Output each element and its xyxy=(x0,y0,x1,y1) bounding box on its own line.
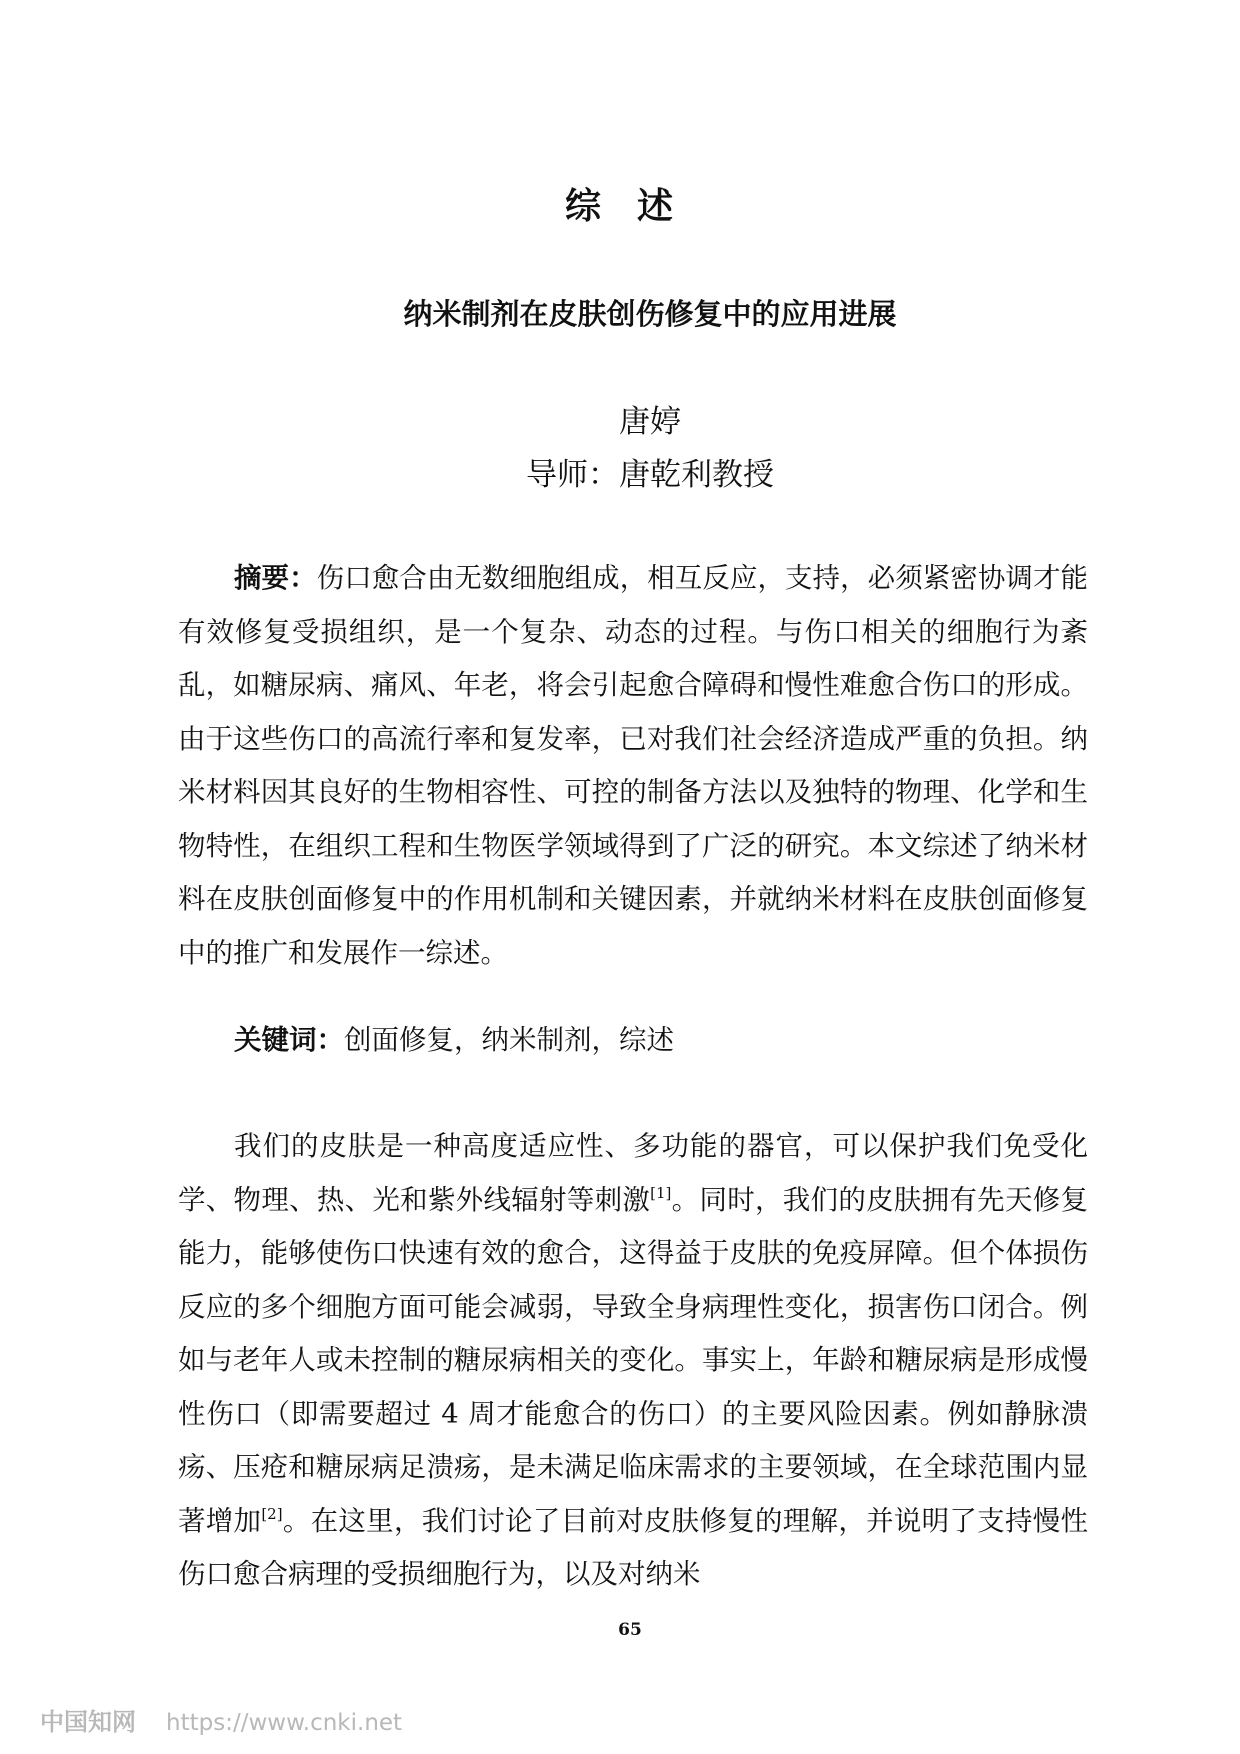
keywords-text: 创面修复，纳米制剂，综述 xyxy=(344,1024,674,1056)
abstract-paragraph xyxy=(178,552,1088,980)
keywords-line xyxy=(178,1014,1088,1068)
section-heading-char: 述 xyxy=(637,186,676,227)
paper-title: 纳米制剂在皮肤创伤修复中的应用进展 xyxy=(403,297,897,331)
abstract-label: 摘要： xyxy=(234,562,317,594)
section-heading xyxy=(0,178,1240,229)
body-text-segment: 。在这里，我们讨论了目前对皮肤修复的理解，并说明了支持慢性伤口愈合病理的受损细胞行为，以及对纳米 xyxy=(178,1504,1089,1590)
keywords-label: 关键词： xyxy=(234,1024,344,1056)
advisor-line: 导师：唐乾利教授 xyxy=(526,457,774,493)
citation-ref[interactable]: [1] xyxy=(650,1183,672,1202)
watermark-logo-text: 中国知网 xyxy=(40,1708,136,1736)
cnki-watermark xyxy=(40,1702,402,1737)
page-number: 65 xyxy=(618,1620,642,1640)
citation-ref[interactable]: [2] xyxy=(261,1504,283,1523)
body-text-segment: 我们的皮肤是一种高度适应性、多功能的器官，可以保护我们免受化学、物理、热、光和紫外线辐射等刺激 xyxy=(178,1130,1088,1216)
watermark-url: https://www.cnki.net xyxy=(166,1710,403,1736)
abstract-text: 伤口愈合由无数细胞组成，相互反应，支持，必须紧密协调才能有效修复受损组织，是一个复杂、动态的过程。与伤口相关的细胞行为紊乱，如糖尿病、痛风、年老，将会引起愈合障碍和慢性难愈合伤口的形成。由于这些伤口的高流行率和复发率，已对我们社会经济造成严重的负担。纳米材料因其良好的生物相容性、可控的制备方法以及独特的物理、化学和生物特性，在组织工程和生物医学领域得到了广泛的研究。本文综述了纳米材料在皮肤创面修复中的作用机制和关键因素，并就纳米材料在皮肤创面修复中的推广和发展作一综述。 xyxy=(178,562,1089,969)
body-text-segment: 。同时，我们的皮肤拥有先天修复能力，能够使伤口快速有效的愈合，这得益于皮肤的免疫屏障。但个体损伤反应的多个细胞方面可能会减弱，导致全身病理性变化，损害伤口闭合。例如与老年人或未控制的糖尿病相关的变化。事实上，年龄和糖尿病是形成慢性伤口（即需要超过 4 周才能愈合的伤口）的主要风险因素。例如静脉溃疡、压疮和糖尿病足溃疡，是未满足临床需求的主要领域，在全球范围内显著增加 xyxy=(178,1183,1089,1537)
author-name: 唐婷 xyxy=(619,404,681,440)
section-heading-char: 综 xyxy=(564,186,603,227)
body-paragraph xyxy=(178,1120,1088,1602)
